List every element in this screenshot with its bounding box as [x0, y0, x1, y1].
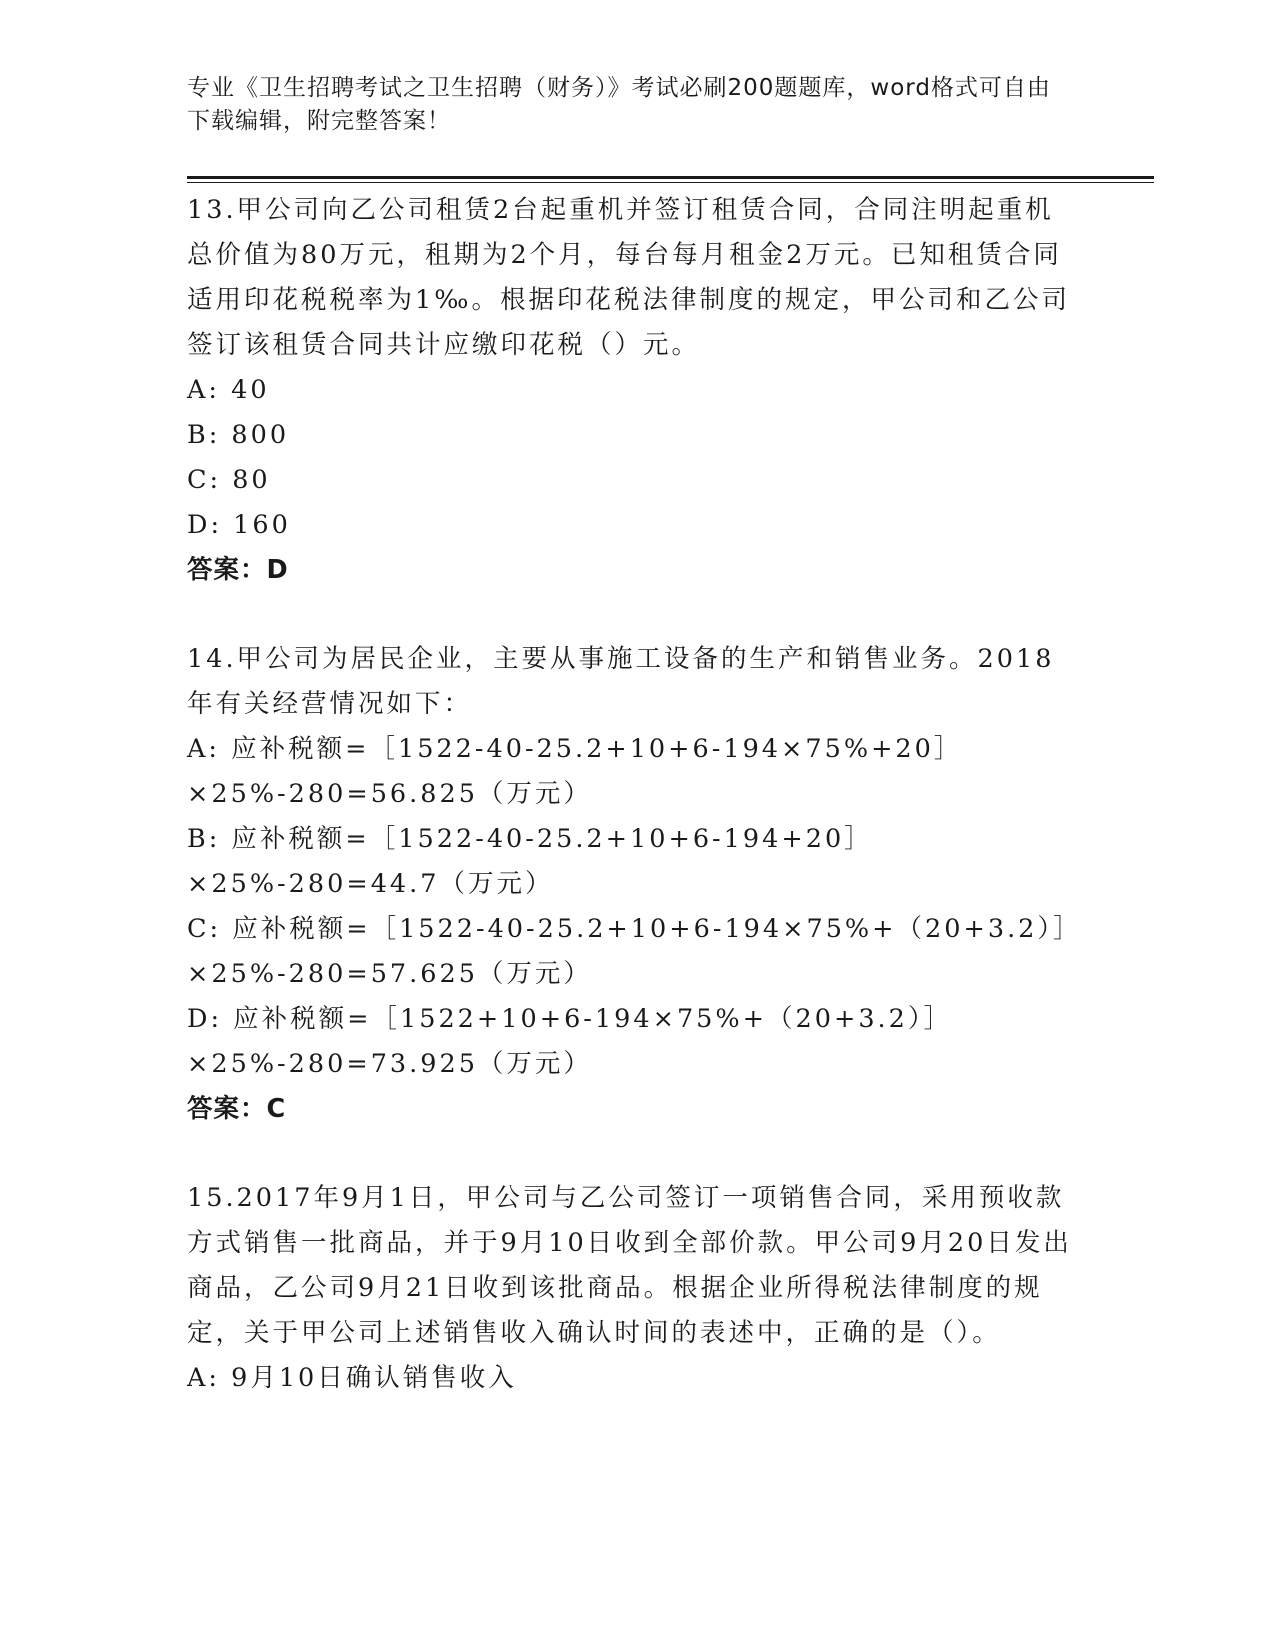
option-d: D: 应补税额=［1522+10+6-194×75%+（20+3.2）］×25%-280=73.925（万元）	[187, 1004, 953, 1079]
option-c: C: 应补税额=［1522-40-25.2+10+6-194×75%+（20+3.2）］×25%-280=57.625（万元）	[187, 914, 1069, 989]
option-a: A: 40	[187, 375, 270, 405]
question-14	[187, 637, 1077, 1132]
option-b: B: 应补税额=［1522-40-25.2+10+6-194+20］×25%-280=44.7（万元）	[187, 824, 873, 899]
option-a: A: 9月10日确认销售收入	[187, 1363, 517, 1393]
question-15	[187, 1176, 1077, 1401]
question-list	[187, 188, 1077, 1401]
question-13	[187, 188, 1077, 593]
page-header: 专业《卫生招聘考试之卫生招聘（财务）》考试必刷200题题库，word格式可自由下载编辑，附完整答案！	[187, 75, 1051, 134]
option-d: D: 160	[187, 510, 291, 540]
option-b: B: 800	[187, 420, 290, 450]
header-divider-thick	[187, 176, 1154, 179]
option-c: C: 80	[187, 465, 271, 495]
answer-label: 答案：D	[187, 555, 289, 585]
question-stem: 15.2017年9月1日，甲公司与乙公司签订一项销售合同，采用预收款方式销售一批商品，并于9月10日收到全部价款。甲公司9月20日发出商品，乙公司9月21日收到该批商品。根据企业所得税法律制度的规定，关于甲公司上述销售收入确认时间的表述中，正确的是（）。	[187, 1183, 1072, 1348]
answer-label: 答案：C	[187, 1094, 287, 1124]
question-stem: 13.甲公司向乙公司租赁2台起重机并签订租赁合同，合同注明起重机总价值为80万元，租期为2个月，每台每月租金2万元。已知租赁合同适用印花税税率为1‰。根据印花税法律制度的规定，甲公司和乙公司签订该租赁合同共计应缴印花税（）元。	[187, 195, 1070, 360]
question-stem: 14.甲公司为居民企业，主要从事施工设备的生产和销售业务。2018年有关经营情况如下：	[187, 644, 1055, 719]
header-divider-thin	[187, 182, 1154, 183]
option-a: A: 应补税额=［1522-40-25.2+10+6-194×75%+20］×25%-280=56.825（万元）	[187, 734, 963, 809]
